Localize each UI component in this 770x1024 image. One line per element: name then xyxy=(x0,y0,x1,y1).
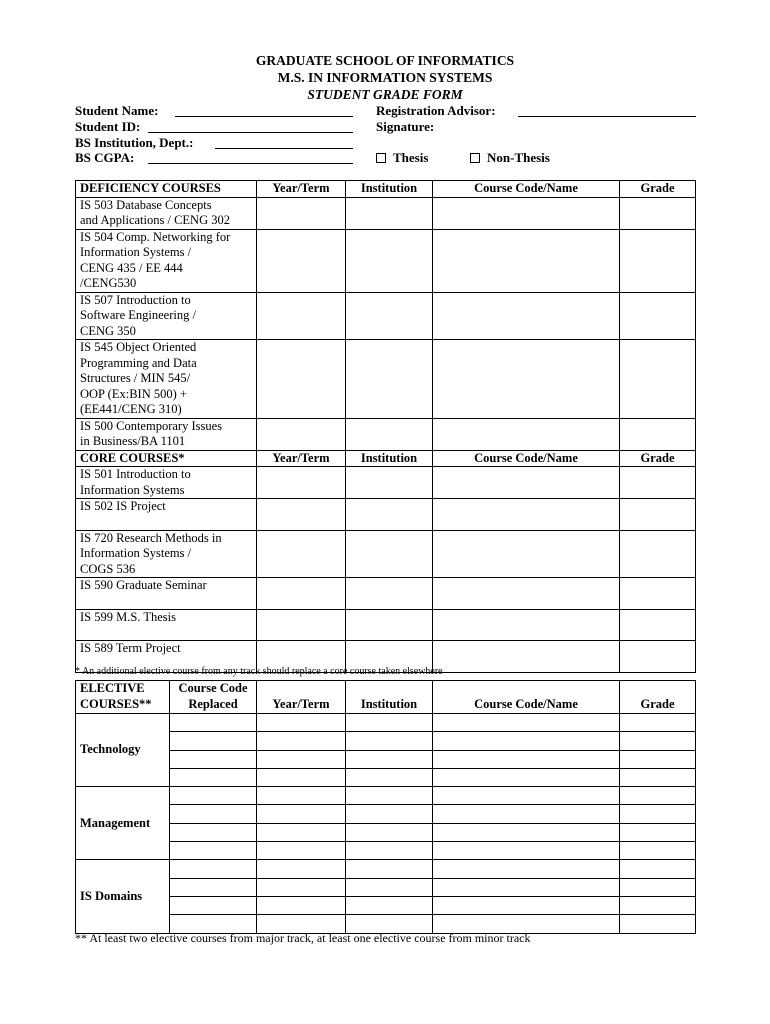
elective-course-code-name-cell[interactable] xyxy=(433,732,620,750)
non-thesis-option[interactable] xyxy=(470,150,550,165)
elective-col-institution: Institution xyxy=(346,681,433,714)
deficiency-year-term-cell[interactable] xyxy=(257,197,346,229)
course-code-replaced-heading xyxy=(170,681,257,714)
elective-institution-cell[interactable] xyxy=(346,823,433,841)
deficiency-course-name-line: IS 507 Introduction to xyxy=(80,292,191,307)
core-header-row xyxy=(76,450,696,467)
elective-course-code-name-cell[interactable] xyxy=(433,714,620,732)
core-course-name-line: COGS 536 xyxy=(80,561,136,576)
elective-year-term-cell[interactable] xyxy=(257,714,346,732)
elective-institution-cell[interactable] xyxy=(346,896,433,914)
elective-col-grade: Grade xyxy=(620,681,696,714)
core-grade-cell[interactable] xyxy=(620,467,696,499)
core-course-name-line: Information Systems xyxy=(80,482,185,497)
core-grade-cell[interactable] xyxy=(620,578,696,610)
deficiency-course-name-line: Software Engineering / xyxy=(80,308,196,322)
elective-institution-cell[interactable] xyxy=(346,787,433,805)
core-course-name-line: IS 599 M.S. Thesis xyxy=(80,609,176,624)
elective-course-code-replaced-cell[interactable] xyxy=(170,842,257,860)
thesis-checkbox[interactable] xyxy=(376,153,386,163)
core-course-name-line: IS 501 Introduction to xyxy=(80,467,191,481)
deficiency-year-term-cell[interactable] xyxy=(257,292,346,340)
registration-advisor-label: Registration Advisor: xyxy=(376,103,496,118)
elective-grade-cell[interactable] xyxy=(620,878,696,896)
elective-grade-cell[interactable] xyxy=(620,714,696,732)
core-col-year-term: Year/Term xyxy=(257,450,346,467)
elective-grade-cell[interactable] xyxy=(620,915,696,933)
deficiency-grade-cell[interactable] xyxy=(620,292,696,340)
core-institution-cell[interactable] xyxy=(346,609,433,641)
core-row xyxy=(76,578,696,610)
core-col-course-code-name: Course Code/Name xyxy=(433,450,620,467)
core-course-cell xyxy=(76,467,257,499)
deficiency-course-name-line: CENG 350 xyxy=(80,323,136,338)
deficiency-course-name-line: IS 500 Contemporary Issues xyxy=(80,418,222,433)
elective-course-code-name-cell[interactable] xyxy=(433,842,620,860)
core-row xyxy=(76,609,696,641)
deficiency-col-grade: Grade xyxy=(620,181,696,198)
signature-label: Signature: xyxy=(376,119,435,134)
elective-course-code-replaced-cell[interactable] xyxy=(170,860,257,878)
deficiency-grade-cell[interactable] xyxy=(620,197,696,229)
core-course-code-name-cell[interactable] xyxy=(433,467,620,499)
core-institution-cell[interactable] xyxy=(346,578,433,610)
core-institution-cell[interactable] xyxy=(346,467,433,499)
student-name-label: Student Name: xyxy=(75,103,159,118)
elective-institution-cell[interactable] xyxy=(346,732,433,750)
elective-course-code-name-cell[interactable] xyxy=(433,768,620,786)
elective-year-term-cell[interactable] xyxy=(257,750,346,768)
elective-institution-cell[interactable] xyxy=(346,860,433,878)
core-course-code-name-cell[interactable] xyxy=(433,641,620,673)
elective-institution-cell[interactable] xyxy=(346,842,433,860)
elective-grade-cell[interactable] xyxy=(620,768,696,786)
form-title: STUDENT GRADE FORM xyxy=(307,87,463,102)
deficiency-course-name-line: IS 545 Object Oriented xyxy=(80,340,197,354)
core-grade-cell[interactable] xyxy=(620,499,696,531)
elective-course-code-name-cell[interactable] xyxy=(433,823,620,841)
elective-year-term-cell[interactable] xyxy=(257,860,346,878)
elective-footnote: ** At least two elective courses from major track, at least one elective course from minor track xyxy=(75,931,531,945)
deficiency-year-term-cell[interactable] xyxy=(257,229,346,292)
school-title: GRADUATE SCHOOL OF INFORMATICS xyxy=(255,53,515,68)
deficiency-col-course-code-name: Course Code/Name xyxy=(433,181,620,198)
core-year-term-cell[interactable] xyxy=(257,578,346,610)
elective-course-code-name-cell[interactable] xyxy=(433,878,620,896)
elective-course-code-replaced-cell[interactable] xyxy=(170,768,257,786)
elective-heading-line: COURSES** xyxy=(80,696,152,711)
elective-year-term-cell[interactable] xyxy=(257,842,346,860)
core-course-name-line: IS 502 IS Project xyxy=(80,499,166,513)
core-grade-cell[interactable] xyxy=(620,641,696,673)
deficiency-course-code-name-cell[interactable] xyxy=(433,292,620,340)
elective-course-code-replaced-cell[interactable] xyxy=(170,732,257,750)
registration-advisor-field[interactable] xyxy=(518,116,696,117)
elective-course-code-replaced-cell[interactable] xyxy=(170,823,257,841)
elective-row xyxy=(76,860,696,878)
elective-year-term-cell[interactable] xyxy=(257,823,346,841)
core-course-name-line: Information Systems / xyxy=(80,546,192,560)
deficiency-grade-cell[interactable] xyxy=(620,340,696,419)
deficiency-row xyxy=(76,340,696,419)
deficiency-header-row xyxy=(76,181,696,198)
deficiency-course-cell xyxy=(76,229,257,292)
core-year-term-cell[interactable] xyxy=(257,467,346,499)
core-row xyxy=(76,467,696,499)
elective-year-term-cell[interactable] xyxy=(257,787,346,805)
deficiency-course-code-name-cell[interactable] xyxy=(433,418,620,450)
deficiency-row xyxy=(76,197,696,229)
bs-institution-label: BS Institution, Dept.: xyxy=(75,135,194,150)
deficiency-course-code-name-cell[interactable] xyxy=(433,340,620,419)
deficiency-course-name-line: CENG 435 / EE 444 xyxy=(80,260,183,275)
deficiency-course-cell xyxy=(76,340,257,419)
deficiency-col-year-term: Year/Term xyxy=(257,181,346,198)
student-id-label: Student ID: xyxy=(75,119,141,134)
core-year-term-cell[interactable] xyxy=(257,499,346,531)
deficiency-course-code-name-cell[interactable] xyxy=(433,229,620,292)
elective-row xyxy=(76,714,696,732)
core-row xyxy=(76,530,696,578)
deficiency-institution-cell[interactable] xyxy=(346,229,433,292)
elective-institution-cell[interactable] xyxy=(346,878,433,896)
deficiency-institution-cell[interactable] xyxy=(346,292,433,340)
deficiency-core-table xyxy=(75,180,696,673)
elective-col-year-term: Year/Term xyxy=(257,681,346,714)
deficiency-course-name-line: OOP (Ex:BIN 500) + xyxy=(80,386,187,401)
elective-grade-cell[interactable] xyxy=(620,842,696,860)
elective-course-code-name-cell[interactable] xyxy=(433,860,620,878)
deficiency-course-name-line: /CENG530 xyxy=(80,276,137,290)
deficiency-col-institution: Institution xyxy=(346,181,433,198)
elective-category-technology: Technology xyxy=(76,714,170,787)
elective-heading xyxy=(76,681,170,714)
deficiency-institution-cell[interactable] xyxy=(346,340,433,419)
elective-institution-cell[interactable] xyxy=(346,768,433,786)
core-course-code-name-cell[interactable] xyxy=(433,609,620,641)
elective-row xyxy=(76,787,696,805)
deficiency-course-name-line: and Applications / CENG 302 xyxy=(80,213,230,227)
core-row xyxy=(76,499,696,531)
program-title: M.S. IN INFORMATION SYSTEMS xyxy=(277,70,493,85)
core-course-cell xyxy=(76,609,257,641)
bs-institution-field[interactable] xyxy=(215,148,353,149)
elective-year-term-cell[interactable] xyxy=(257,805,346,823)
core-grade-cell[interactable] xyxy=(620,530,696,578)
elective-course-code-replaced-cell[interactable] xyxy=(170,896,257,914)
core-course-code-name-cell[interactable] xyxy=(433,499,620,531)
bs-cgpa-label: BS CGPA: xyxy=(75,150,135,165)
deficiency-grade-cell[interactable] xyxy=(620,229,696,292)
elective-year-term-cell[interactable] xyxy=(257,732,346,750)
thesis-option[interactable] xyxy=(376,150,428,165)
deficiency-course-code-name-cell[interactable] xyxy=(433,197,620,229)
core-col-grade: Grade xyxy=(620,450,696,467)
deficiency-grade-cell[interactable] xyxy=(620,418,696,450)
elective-course-code-replaced-cell[interactable] xyxy=(170,714,257,732)
core-footnote: * An additional elective course from any track should replace a core course taken elsewhere xyxy=(75,666,443,677)
core-institution-cell[interactable] xyxy=(346,530,433,578)
elective-heading-line: ELECTIVE xyxy=(80,681,145,695)
elective-grade-cell[interactable] xyxy=(620,860,696,878)
elective-category-management: Management xyxy=(76,787,170,860)
student-name-field[interactable] xyxy=(175,116,353,117)
deficiency-course-cell xyxy=(76,418,257,450)
elective-grade-cell[interactable] xyxy=(620,732,696,750)
core-course-name-line: IS 720 Research Methods in xyxy=(80,530,222,545)
elective-grade-cell[interactable] xyxy=(620,823,696,841)
elective-institution-cell[interactable] xyxy=(346,750,433,768)
elective-year-term-cell[interactable] xyxy=(257,768,346,786)
deficiency-heading: DEFICIENCY COURSES xyxy=(76,181,257,198)
elective-course-code-name-cell[interactable] xyxy=(433,750,620,768)
elective-year-term-cell[interactable] xyxy=(257,896,346,914)
elective-table xyxy=(75,680,696,934)
deficiency-course-name-line: IS 503 Database Concepts xyxy=(80,197,212,212)
elective-grade-cell[interactable] xyxy=(620,805,696,823)
elective-course-code-replaced-cell[interactable] xyxy=(170,878,257,896)
core-course-cell xyxy=(76,530,257,578)
deficiency-course-name-line: in Business/BA 1101 xyxy=(80,434,186,448)
non-thesis-label: Non-Thesis xyxy=(487,150,550,165)
deficiency-row xyxy=(76,292,696,340)
elective-institution-cell[interactable] xyxy=(346,805,433,823)
student-id-field[interactable] xyxy=(148,132,353,133)
elective-course-code-replaced-cell[interactable] xyxy=(170,805,257,823)
deficiency-course-name-line: (EE441/CENG 310) xyxy=(80,402,182,416)
deficiency-year-term-cell[interactable] xyxy=(257,418,346,450)
elective-grade-cell[interactable] xyxy=(620,896,696,914)
elective-course-code-replaced-cell[interactable] xyxy=(170,787,257,805)
elective-header-row xyxy=(76,681,696,714)
elective-category-is-domains: IS Domains xyxy=(76,860,170,933)
deficiency-institution-cell[interactable] xyxy=(346,418,433,450)
elective-institution-cell[interactable] xyxy=(346,714,433,732)
core-course-code-name-cell[interactable] xyxy=(433,530,620,578)
core-institution-cell[interactable] xyxy=(346,499,433,531)
non-thesis-checkbox[interactable] xyxy=(470,153,480,163)
deficiency-course-name-line: Structures / MIN 545/ xyxy=(80,371,191,385)
deficiency-course-name-line: Information Systems / xyxy=(80,245,192,259)
elective-course-code-name-cell[interactable] xyxy=(433,896,620,914)
core-heading: CORE COURSES* xyxy=(76,450,257,467)
elective-col-course-code-name: Course Code/Name xyxy=(433,681,620,714)
elective-grade-cell[interactable] xyxy=(620,787,696,805)
bs-cgpa-field[interactable] xyxy=(148,163,353,164)
core-course-name-line: IS 590 Graduate Seminar xyxy=(80,578,207,592)
deficiency-year-term-cell[interactable] xyxy=(257,340,346,419)
elective-grade-cell[interactable] xyxy=(620,750,696,768)
core-course-cell xyxy=(76,499,257,531)
deficiency-course-name-line: IS 504 Comp. Networking for xyxy=(80,229,231,244)
core-course-name-line: IS 589 Term Project xyxy=(80,641,181,655)
core-year-term-cell[interactable] xyxy=(257,530,346,578)
elective-year-term-cell[interactable] xyxy=(257,878,346,896)
deficiency-course-cell xyxy=(76,292,257,340)
core-course-code-name-cell[interactable] xyxy=(433,578,620,610)
deficiency-row xyxy=(76,229,696,292)
elective-course-code-replaced-cell[interactable] xyxy=(170,750,257,768)
deficiency-course-name-line: Programming and Data xyxy=(80,355,197,370)
course-code-replaced-line: Course Code xyxy=(178,681,248,695)
thesis-label: Thesis xyxy=(393,150,429,165)
core-grade-cell[interactable] xyxy=(620,609,696,641)
core-course-cell xyxy=(76,578,257,610)
course-code-replaced-line: Replaced xyxy=(188,696,238,711)
core-col-institution: Institution xyxy=(346,450,433,467)
deficiency-course-cell xyxy=(76,197,257,229)
elective-course-code-name-cell[interactable] xyxy=(433,805,620,823)
elective-course-code-name-cell[interactable] xyxy=(433,787,620,805)
core-year-term-cell[interactable] xyxy=(257,609,346,641)
deficiency-row xyxy=(76,418,696,450)
deficiency-institution-cell[interactable] xyxy=(346,197,433,229)
